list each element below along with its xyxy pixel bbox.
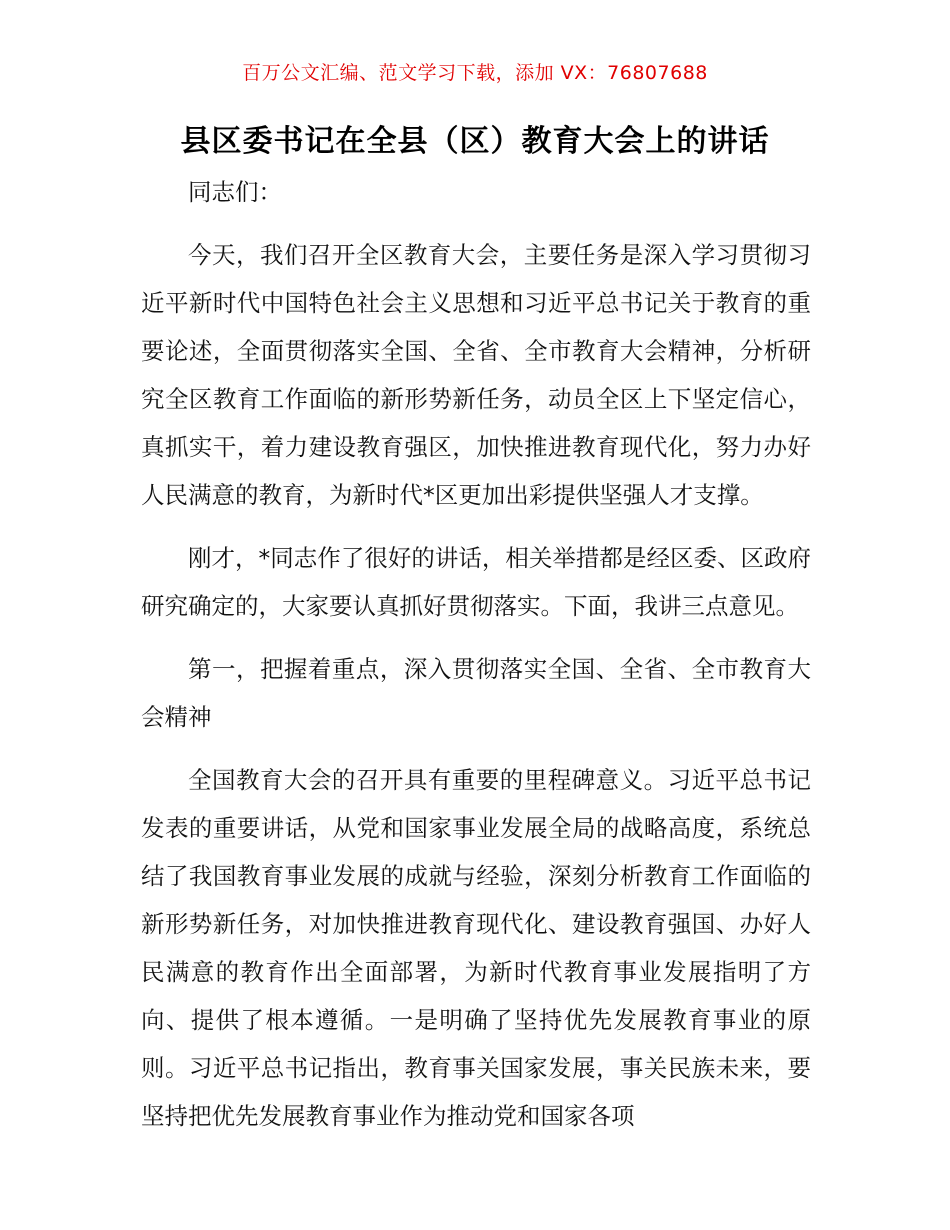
- section-heading-first: 第一，把握着重点，深入贯彻落实全国、全省、全市教育大会精神: [141, 655, 811, 731]
- greeting: 同志们：: [188, 178, 282, 206]
- paragraph-body: 全国教育大会的召开具有重要的里程碑意义。习近平总书记发表的重要讲话，从党和国家事业发展全局的战略高度，系统总结了我国教育事业发展的成就与经验，深刻分析教育工作面临的新形势新任务，对加快推进教育现代化、建设教育强国、办好人民满意的教育作出全面部署，为新时代教育事业发展指明了方向、提供了根本遵循。一是明确了坚持优先发展教育事业的原则。习近平总书记指出，教育事关国家发展，事关民族未来，要坚持把优先发展教育事业作为推动党和国家各项: [141, 766, 811, 1130]
- document-title: 县区委书记在全县（区）教育大会上的讲话: [180, 124, 770, 159]
- watermark-header: 百万公文汇编、范文学习下载，添加 VX：76807688: [242, 62, 708, 84]
- paragraph-intro: 今天，我们召开全区教育大会，主要任务是深入学习贯彻习近平新时代中国特色社会主义思想和习近平总书记关于教育的重要论述，全面贯彻落实全国、全省、全市教育大会精神，分析研究全区教育工作面临的新形势新任务，动员全区上下坚定信心，真抓实干，着力建设教育强区，加快推进教育现代化，努力办好人民满意的教育，为新时代*区更加出彩提供坚强人才支撑。: [141, 241, 811, 509]
- document-body: [141, 168, 811, 1140]
- paragraph-transition: 刚才，*同志作了很好的讲话，相关举措都是经区委、区政府研究确定的，大家要认真抓好贯彻落实。下面，我讲三点意见。: [141, 544, 811, 620]
